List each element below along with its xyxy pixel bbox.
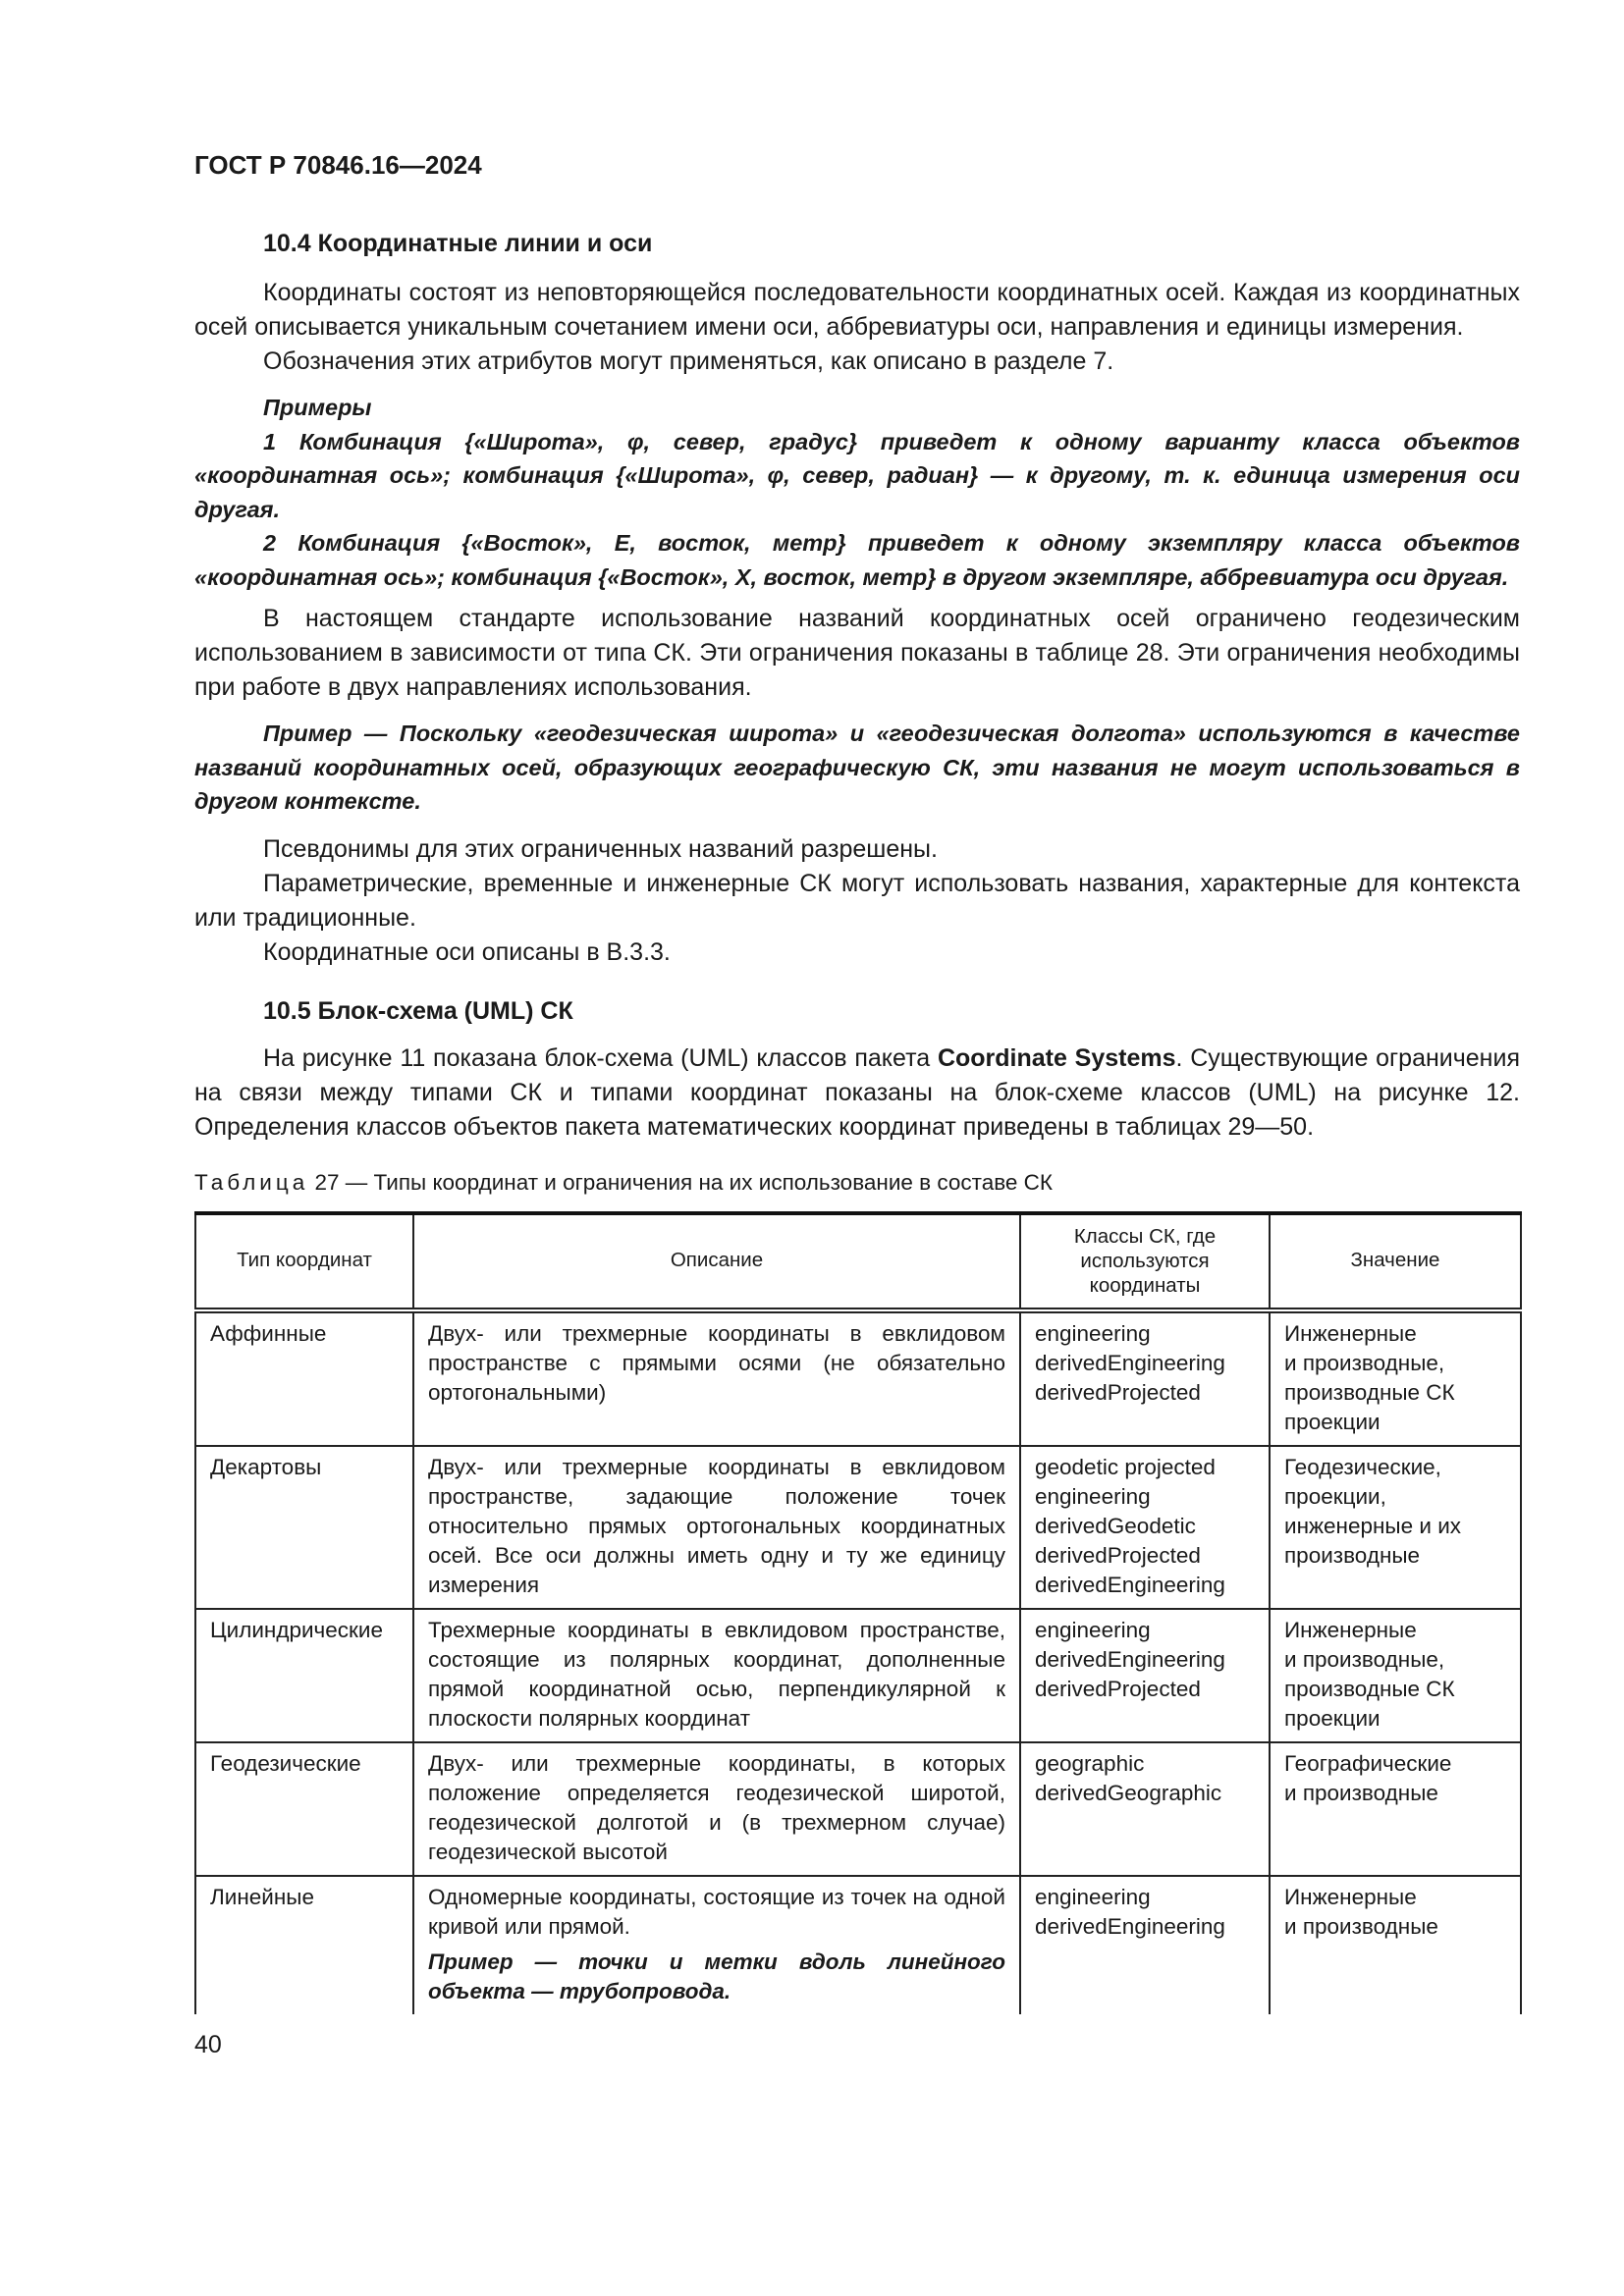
page-number: 40 <box>194 2030 222 2058</box>
description-cell-text: Двух- или трехмерные координаты, в которых положение определяется геодезической широтой, геодезической долготой и (в трехмерном случае) геодезической высотой <box>428 1750 1005 1864</box>
type-cell-text: Геодезические <box>210 1750 361 1776</box>
table-row <box>195 1310 1521 1446</box>
column-header: Значение <box>1270 1213 1521 1310</box>
type-cell-text: Аффинные <box>210 1320 327 1346</box>
meaning-cell-text: Инженерные и производные, производные СК проекции <box>1284 1617 1455 1731</box>
classes-cell-text: engineering derivedEngineering <box>1035 1884 1225 1939</box>
classes-cell-text: geographic derivedGeographic <box>1035 1750 1222 1805</box>
description-cell-text: Двух- или трехмерные координаты в евклидовом пространстве с прямыми осями (не обязательно ортогональными) <box>428 1320 1005 1405</box>
meaning-cell-text: Инженерные и производные, производные СК проекции <box>1284 1320 1455 1434</box>
type-cell-text: Линейные <box>210 1884 314 1909</box>
description-cell <box>413 1310 1020 1446</box>
table-row <box>195 1446 1521 1609</box>
description-cell <box>413 1446 1020 1609</box>
column-header: Классы СК, где используются координаты <box>1020 1213 1270 1310</box>
type-cell <box>195 1310 413 1446</box>
paragraph: В настоящем стандарте использование названий координатных осей ограничено геодезическим использованием в зависимости от типа СК. Эти ограничения показаны в таблице 28. Эти ограничения необходимы при работе в двух направлениях использования. <box>194 605 1520 701</box>
examples-block <box>194 391 1520 594</box>
table-example: Пример — точки и метки вдоль линейного объекта — трубопровода. <box>428 1949 1005 2003</box>
type-cell <box>195 1446 413 1609</box>
classes-cell <box>1020 1310 1270 1446</box>
classes-cell <box>1020 1609 1270 1742</box>
type-cell-text: Декартовы <box>210 1454 322 1479</box>
meaning-cell <box>1270 1446 1521 1609</box>
classes-cell <box>1020 1876 1270 2014</box>
paragraph: Обозначения этих атрибутов могут применяться, как описано в разделе 7. <box>263 347 1114 375</box>
column-header: Описание <box>413 1213 1020 1310</box>
example-1: 1 Комбинация {«Широта», φ, север, градус} приведет к одному варианту класса объектов «координатная ось»; комбинация {«Широта», φ, север, радиан} — к другому, т. к. единица измерения оси другая. <box>194 428 1520 522</box>
coordinate-types-table <box>194 1211 1522 2014</box>
column-header: Тип координат <box>195 1213 413 1310</box>
paragraph: Параметрические, временные и инженерные СК могут использовать названия, характерные для контекста или традиционные. <box>194 869 1520 932</box>
paragraph-restrictions <box>194 602 1520 705</box>
paragraph: Координаты состоят из неповторяющейся последовательности координатных осей. Каждая из координатных осей описывается уникальным сочетанием имени оси, аббревиатуры оси, направления и единицы измерения. <box>194 279 1520 341</box>
type-cell <box>195 1742 413 1876</box>
meaning-cell <box>1270 1876 1521 2014</box>
meaning-cell <box>1270 1609 1521 1742</box>
classes-cell-text: engineering derivedEngineering derivedProjected <box>1035 1320 1225 1405</box>
description-cell <box>413 1876 1020 2014</box>
paragraph: Координатные оси описаны в B.3.3. <box>263 937 671 966</box>
caption-text: 27 — Типы координат и ограничения на их использование в составе СК <box>308 1169 1054 1195</box>
description-cell-text: Одномерные координаты, состоящие из точек на одной кривой или прямой. <box>428 1884 1005 1939</box>
example-block <box>194 717 1520 819</box>
classes-cell <box>1020 1446 1270 1609</box>
section-10-4-body <box>194 276 1520 379</box>
meaning-cell-text: Геодезические, проекции, инженерные и их производные <box>1284 1454 1462 1568</box>
meaning-cell-text: Инженерные и производные <box>1284 1884 1438 1939</box>
type-cell <box>195 1609 413 1742</box>
classes-cell <box>1020 1742 1270 1876</box>
example-3: Пример — Поскольку «геодезическая широта» и «геодезическая долгота» используются в качестве названий координатных осей, образующих географическую СК, эти названия не могут использоваться в другом контексте. <box>194 721 1520 814</box>
paragraph <box>194 1041 1520 1145</box>
example-2: 2 Комбинация {«Восток», E, восток, метр} приведет к одному экземпляру класса объектов «координатная ось»; комбинация {«Восток», X, восток, метр} в другом экземпляре, аббревиатура оси другая. <box>194 530 1520 590</box>
meaning-cell <box>1270 1310 1521 1446</box>
description-cell <box>413 1742 1020 1876</box>
examples-title: Примеры <box>263 395 372 420</box>
table-caption <box>194 1168 1520 1198</box>
document-header: ГОСТ Р 70846.16—2024 <box>194 150 482 180</box>
text: На рисунке 11 показана блок-схема (UML) классов пакета <box>263 1043 938 1072</box>
table-row <box>195 1742 1521 1876</box>
text: . Существующие ограничения на связи между типами СК и типами координат показаны на блок-схеме классов (UML) на рисунке 12. Определения классов объектов пакета математических координат приведены в таблицах 29—50. <box>194 1043 1520 1141</box>
section-10-5-body <box>194 1041 1520 1145</box>
description-cell-text: Двух- или трехмерные координаты в евклидовом пространстве, задающие положение точек относительно прямых ортогональных координатных осей. Все оси должны иметь одну и ту же единицу измерения <box>428 1454 1005 1597</box>
section-heading-10-5: 10.5 Блок-схема (UML) СК <box>263 996 573 1025</box>
meaning-cell-text: Географические и производные <box>1284 1750 1452 1805</box>
type-cell-text: Цилиндрические <box>210 1617 383 1642</box>
paragraph-group <box>194 832 1520 970</box>
classes-cell-text: engineering derivedEngineering derivedProjected <box>1035 1617 1225 1701</box>
description-cell-text: Трехмерные координаты в евклидовом пространстве, состоящие из полярных координат, дополненные прямой координатной осью, перпендикулярной к плоскости полярных координат <box>428 1617 1005 1731</box>
type-cell <box>195 1876 413 2014</box>
caption-label: Таблица <box>194 1169 309 1195</box>
meaning-cell <box>1270 1742 1521 1876</box>
table-row <box>195 1876 1521 2014</box>
table-row <box>195 1609 1521 1742</box>
paragraph: Псевдонимы для этих ограниченных названий разрешены. <box>263 834 938 863</box>
classes-cell-text: geodetic projected engineering derivedGeodetic derivedProjected derivedEngineering <box>1035 1454 1225 1597</box>
description-cell <box>413 1609 1020 1742</box>
section-heading-10-4: 10.4 Координатные линии и оси <box>263 230 653 257</box>
package-name: Coordinate Systems <box>937 1043 1176 1072</box>
page-content <box>194 150 1520 2059</box>
